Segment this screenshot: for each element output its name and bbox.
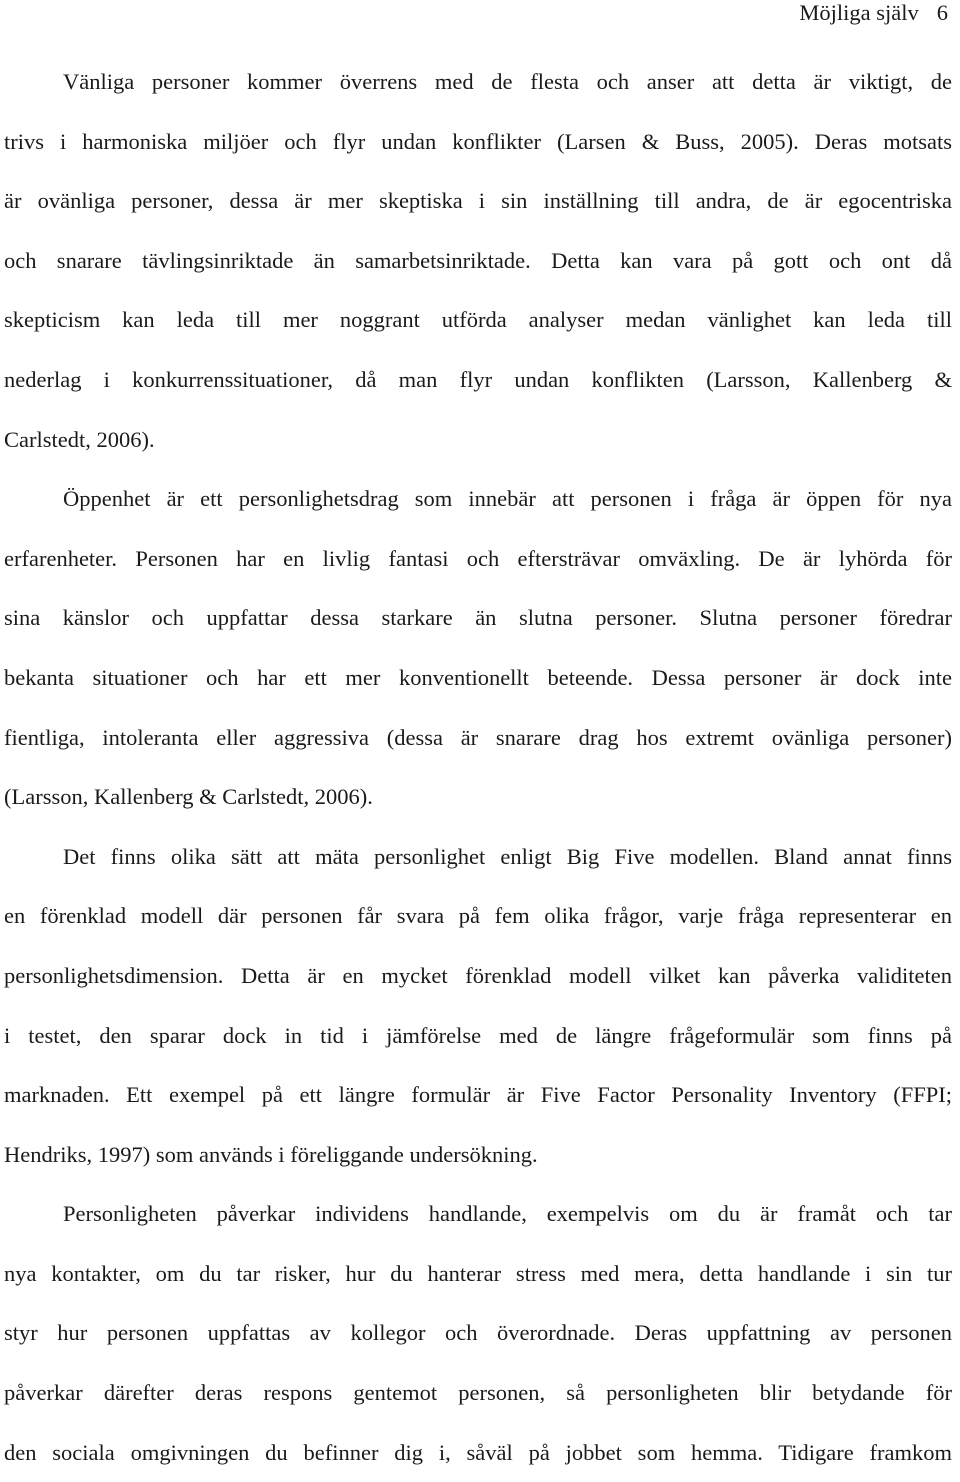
text-line: sina känslor och uppfattar dessa starkare än slutna personer. Slutna personer föredrar — [4, 605, 952, 631]
text-line: Carlstedt, 2006). — [4, 426, 155, 452]
text-line: Det finns olika sätt att mäta personlighet enligt Big Five modellen. Bland annat finns — [63, 843, 952, 869]
running-title: Möjliga själv — [799, 0, 919, 25]
text-line: den sociala omgivningen du befinner dig i, såväl på jobbet som hemma. Tidigare framkom — [4, 1439, 952, 1465]
text-line: Vänliga personer kommer överrens med de flesta och anser att detta är viktigt, de — [63, 69, 952, 94]
text-line: Hendriks, 1997) som används i föreliggande undersökning. — [4, 1141, 538, 1167]
text-line: styr hur personen uppfattas av kollegor och överordnade. Deras uppfattning av personen — [4, 1320, 952, 1346]
text-line: är ovänliga personer, dessa är mer skeptiska i sin inställning till andra, de är egocentriska — [4, 188, 952, 214]
text-line: (Larsson, Kallenberg & Carlstedt, 2006). — [4, 784, 373, 810]
text-line: fientliga, intoleranta eller aggressiva (dessa är snarare drag hos extremt ovänliga personer) — [4, 724, 952, 750]
text-line: nederlag i konkurrenssituationer, då man flyr undan konflikten (Larsson, Kallenberg & — [4, 366, 952, 392]
text-line: bekanta situationer och har ett mer konventionellt beteende. Dessa personer är dock inte — [4, 664, 952, 690]
paragraph-agreeableness — [4, 52, 952, 469]
text-line: Öppenhet är ett personlighetsdrag som innebär att personen i fråga är öppen för nya — [63, 486, 952, 512]
running-head — [799, 0, 948, 26]
page-number: 6 — [936, 0, 948, 25]
paragraph-openness — [4, 469, 952, 827]
body-text — [4, 52, 952, 1482]
paragraph-measurement — [4, 827, 952, 1185]
text-line: skepticism kan leda till mer noggrant utförda analyser medan vänlighet kan leda till — [4, 307, 952, 333]
text-line: erfarenheter. Personen har en livlig fantasi och eftersträvar omväxling. De är lyhörda för — [4, 545, 952, 571]
paragraph-personality-impact — [4, 1184, 952, 1482]
text-line: och snarare tävlingsinriktade än samarbetsinriktade. Detta kan vara på gott och ont då — [4, 247, 952, 273]
text-line: i testet, den sparar dock in tid i jämförelse med de längre frågeformulär som finns på — [4, 1022, 952, 1048]
text-line: Personligheten påverkar individens handlande, exempelvis om du är framåt och tar — [63, 1201, 952, 1227]
text-line: påverkar därefter deras respons gentemot personen, så personligheten blir betydande för — [4, 1380, 952, 1406]
text-line: trivs i harmoniska miljöer och flyr undan konflikter (Larsen & Buss, 2005). Deras motsats — [4, 128, 952, 154]
text-line: nya kontakter, om du tar risker, hur du hanterar stress med mera, detta handlande i sin tur — [4, 1260, 952, 1286]
text-line: marknaden. Ett exempel på ett längre formulär är Five Factor Personality Inventory (FFPI; — [4, 1082, 952, 1108]
text-line: personlighetsdimension. Detta är en mycket förenklad modell vilket kan påverka validiteten — [4, 962, 952, 988]
text-line: en förenklad modell där personen får svara på fem olika frågor, varje fråga representerar en — [4, 903, 952, 929]
